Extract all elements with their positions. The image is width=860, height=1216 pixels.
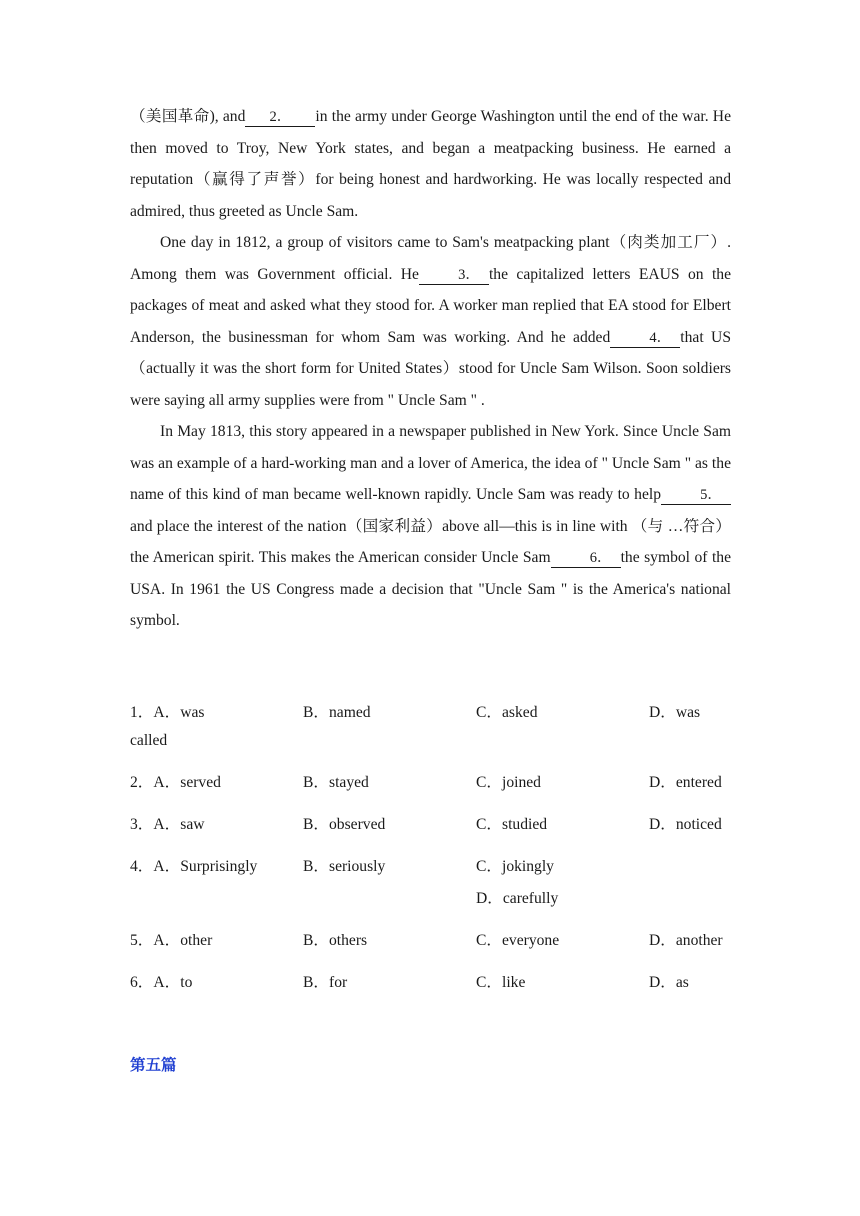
text-run: One day in 1812, a group of visitors came to Sam's meatpacking plant（肉类加工厂）. Among them was Government official. He: [130, 234, 731, 283]
option-c[interactable]: C．jokingly: [476, 858, 554, 875]
option-d-continued: called: [130, 732, 168, 749]
option-d[interactable]: D．entered: [649, 774, 722, 791]
text-run: （美国革命), and: [130, 108, 246, 125]
text-run: In May 1813, this story appeared in a newspaper published in New York. Since Uncle Sam was an example of a hard-working man and a lover of America, the idea of " Uncle Sam " as the name of this kind of man became well-known rapidly. Uncle Sam was ready to help: [130, 423, 731, 503]
option-d[interactable]: D．carefully: [476, 890, 559, 907]
option-b[interactable]: B．named: [303, 704, 371, 721]
blank-2: 2．: [245, 108, 315, 127]
option-c[interactable]: C．everyone: [476, 932, 560, 949]
question-row-6: [130, 967, 740, 999]
blank-3: 3．: [419, 266, 489, 285]
question-row-1: [130, 697, 740, 757]
question-row-2: [130, 767, 740, 799]
option-b[interactable]: B．for: [303, 974, 348, 991]
paragraph-1: [130, 101, 731, 227]
option-a[interactable]: 4．A．Surprisingly: [130, 858, 258, 875]
question-row-4: [130, 851, 740, 915]
option-b[interactable]: B．observed: [303, 816, 386, 833]
option-d[interactable]: D．noticed: [649, 816, 722, 833]
option-a[interactable]: 6．A．to: [130, 974, 193, 991]
question-row-5: [130, 925, 740, 957]
text-run: that US（actually it was the short form for United States）stood for Uncle Sam Wilson. Soon soldiers were saying all army supplies were from " Uncle Sam " .: [130, 328, 731, 409]
question-row-3: [130, 809, 740, 841]
option-d[interactable]: D．was: [649, 704, 701, 721]
option-b[interactable]: B．others: [303, 932, 368, 949]
option-d[interactable]: D．another: [649, 932, 723, 949]
blank-6: 6．: [551, 549, 621, 568]
option-b[interactable]: B．stayed: [303, 774, 369, 791]
text-run: the symbol of the USA. In 1961 the US Congress made a decision that "Uncle Sam " is the America's national symbol.: [130, 549, 731, 629]
cloze-passage: [130, 101, 731, 637]
text-run: and place the interest of the nation（国家利益）above all—this is in line with （与 …符合）the American spirit. This makes the American consider Uncle Sam: [130, 517, 731, 566]
option-b[interactable]: B．seriously: [303, 858, 386, 875]
blank-4: 4．: [610, 329, 680, 348]
paragraph-2: [130, 227, 731, 416]
paragraph-3: [130, 416, 731, 637]
option-c[interactable]: C．like: [476, 974, 526, 991]
option-c[interactable]: C．studied: [476, 816, 548, 833]
option-c[interactable]: C．asked: [476, 704, 538, 721]
option-a[interactable]: 3．A．saw: [130, 816, 205, 833]
text-run: the capitalized letters EAUS on the packages of meat and asked what they stood for. A worker man replied that EA stood for Elbert Anderson, the businessman for whom Sam was working. And he added: [130, 265, 731, 346]
blank-5: 5．: [661, 486, 731, 505]
option-d[interactable]: D．as: [649, 974, 689, 991]
option-a[interactable]: 1．A．was: [130, 704, 205, 721]
option-c[interactable]: C．joined: [476, 774, 541, 791]
text-run: in the army under George Washington until the end of the war. He then moved to Troy, New York states, and began a meatpacking business. He earned a reputation（赢得了声誉）for being honest and hardworking. He was locally respected and admired, thus greeted as Uncle Sam.: [130, 108, 731, 220]
answer-options: [130, 697, 740, 999]
option-a[interactable]: 2．A．served: [130, 774, 221, 791]
section-heading: 第五篇: [130, 1056, 177, 1074]
option-a[interactable]: 5．A．other: [130, 932, 213, 949]
